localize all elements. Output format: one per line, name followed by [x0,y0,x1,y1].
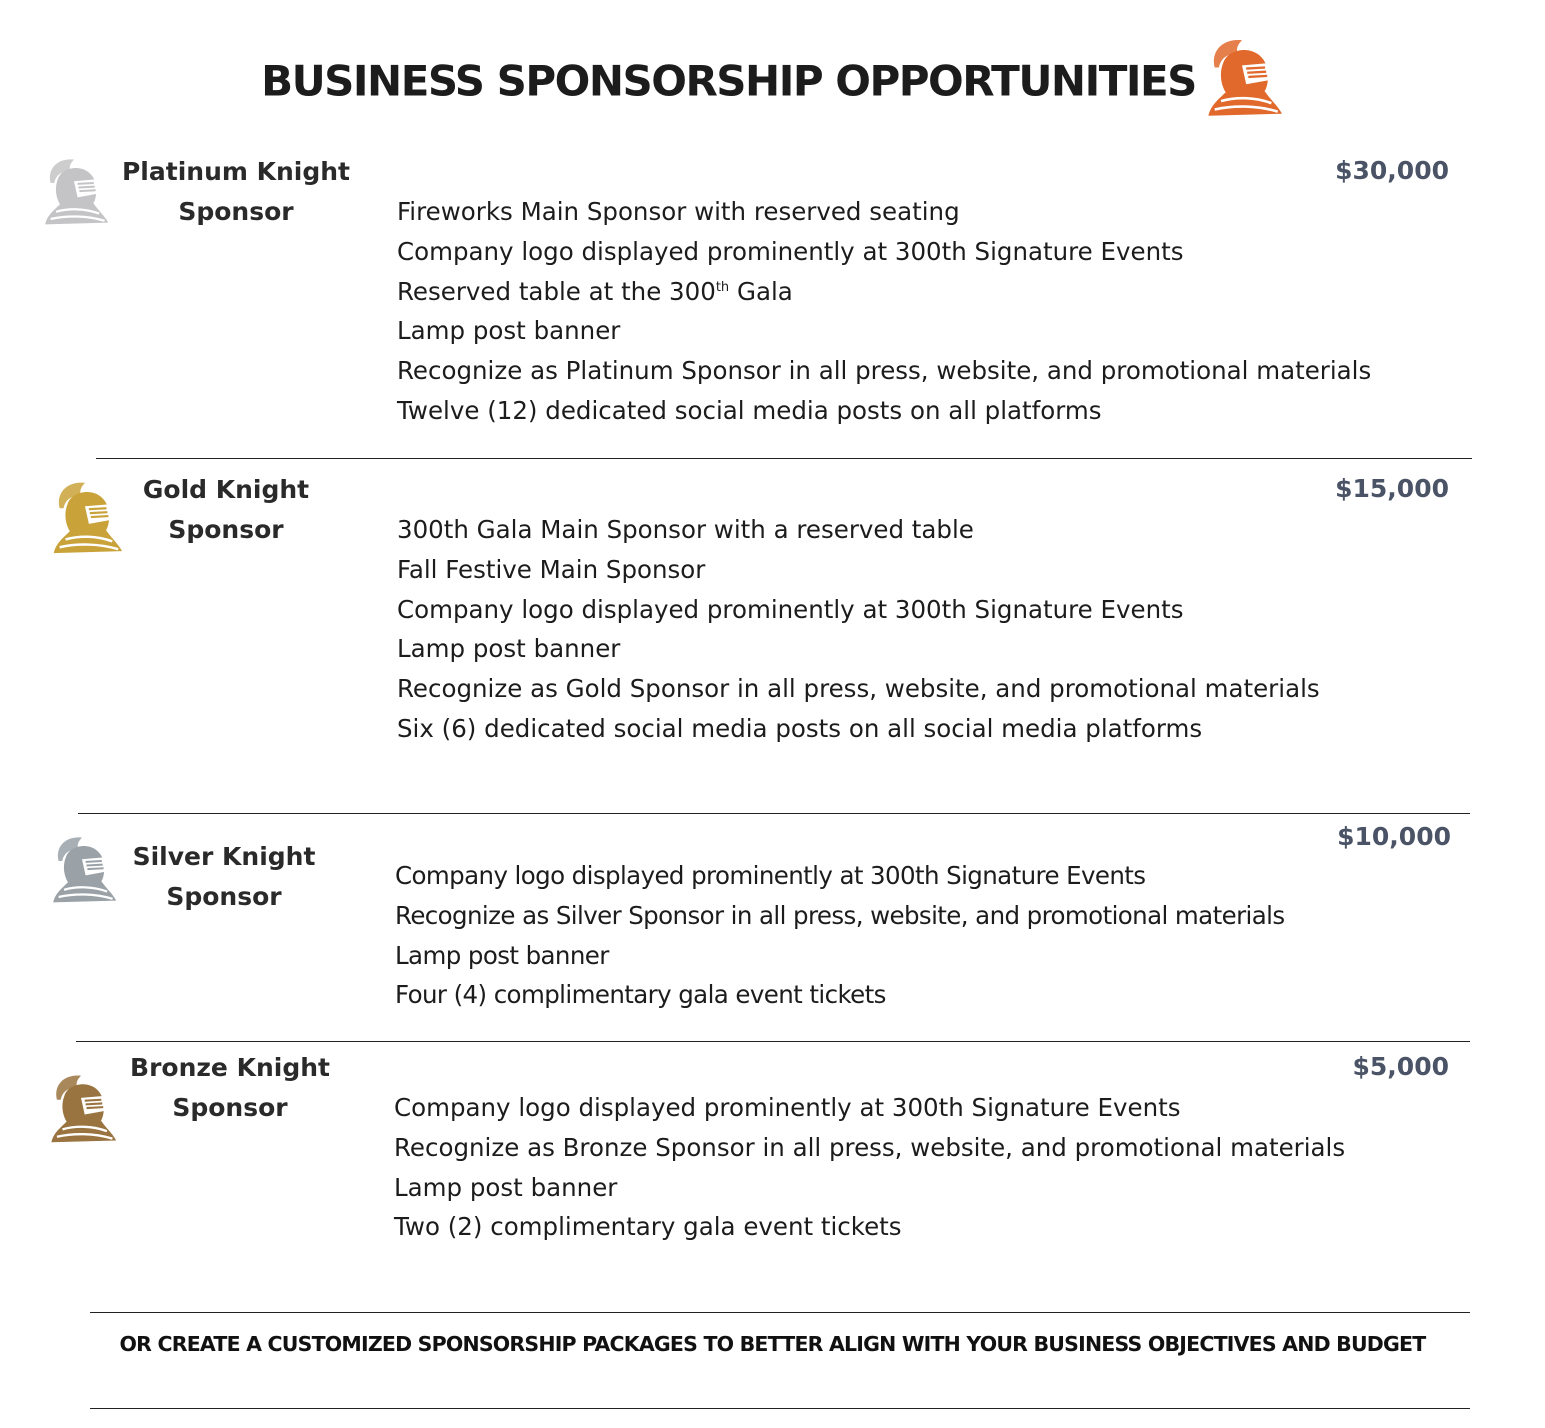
list-item: Recognize as Silver Sponsor in all press, website, and promotional materials [395,900,1285,930]
list-item: Company logo displayed prominently at 300th Signature Events [397,236,1184,266]
knight-helmet-icon [44,1068,118,1150]
tier-name [106,470,346,550]
tier-price: $30,000 [1335,156,1449,185]
knight-helmet-icon [38,152,110,232]
benefit-list [397,192,1371,431]
list-item-text: Gala [729,276,793,306]
list-item: Company logo displayed prominently at 300th Signature Events [395,861,1146,890]
list-item: Lamp post banner [394,1172,618,1202]
list-item: Lamp post banner [397,634,621,664]
tier-name [110,1048,350,1128]
tier-name-line2: Sponsor [166,882,282,911]
divider [96,458,1472,459]
footer-note: OR CREATE A CUSTOMIZED SPONSORSHIP PACKAGES TO BETTER ALIGN WITH YOUR BUSINESS OBJECTIVES AND BUDGET [119,1332,1426,1356]
page-title [0,48,1545,120]
list-item: Lamp post banner [397,316,621,346]
title-text: BUSINESS SPONSORSHIP OPPORTUNITIES [261,56,1196,106]
benefit-list [397,510,1320,749]
benefit-list [395,856,1285,1015]
tier-name-line1: Platinum Knight [121,157,350,186]
knight-helmet-icon [1200,36,1284,120]
list-item: Four (4) complimentary gala event tickets [395,980,886,1010]
divider [90,1408,1470,1409]
tier-price: $5,000 [1352,1052,1449,1081]
divider [78,813,1470,814]
list-item-text: Reserved table at the 300 [397,276,716,306]
divider [76,1041,1470,1042]
list-item: Lamp post banner [395,940,609,970]
tier-name [116,152,356,232]
superscript: th [715,279,730,295]
list-item: Recognize as Platinum Sponsor in all press, website, and promotional materials [397,356,1372,386]
list-item: Company logo displayed prominently at 300th Signature Events [394,1093,1181,1122]
list-item: Recognize as Bronze Sponsor in all press, website, and promotional materials [394,1132,1346,1162]
tier-price: $10,000 [1337,822,1451,851]
tier-name-line2: Sponsor [178,197,294,226]
list-item: Two (2) complimentary gala event tickets [394,1212,902,1242]
list-item: Recognize as Gold Sponsor in all press, website, and promotional materials [397,674,1320,704]
tier-name-line2: Sponsor [168,515,284,544]
list-item: Twelve (12) dedicated social media posts on all platforms [397,395,1102,425]
tier-name-line1: Silver Knight [132,842,316,871]
tier-name-line2: Sponsor [172,1093,288,1122]
benefit-list [394,1088,1345,1247]
tier-price: $15,000 [1335,474,1449,503]
tier-name [104,837,344,917]
list-item [397,272,1371,312]
divider [90,1312,1470,1313]
tier-name-line1: Gold Knight [142,475,310,504]
list-item: Fall Festive Main Sponsor [397,554,706,584]
list-item: 300th Gala Main Sponsor with a reserved table [397,515,974,544]
list-item: Fireworks Main Sponsor with reserved seating [397,197,960,226]
list-item: Six (6) dedicated social media posts on all social media platforms [397,713,1203,743]
tier-name-line1: Bronze Knight [130,1053,330,1082]
list-item: Company logo displayed prominently at 300th Signature Events [397,594,1184,624]
